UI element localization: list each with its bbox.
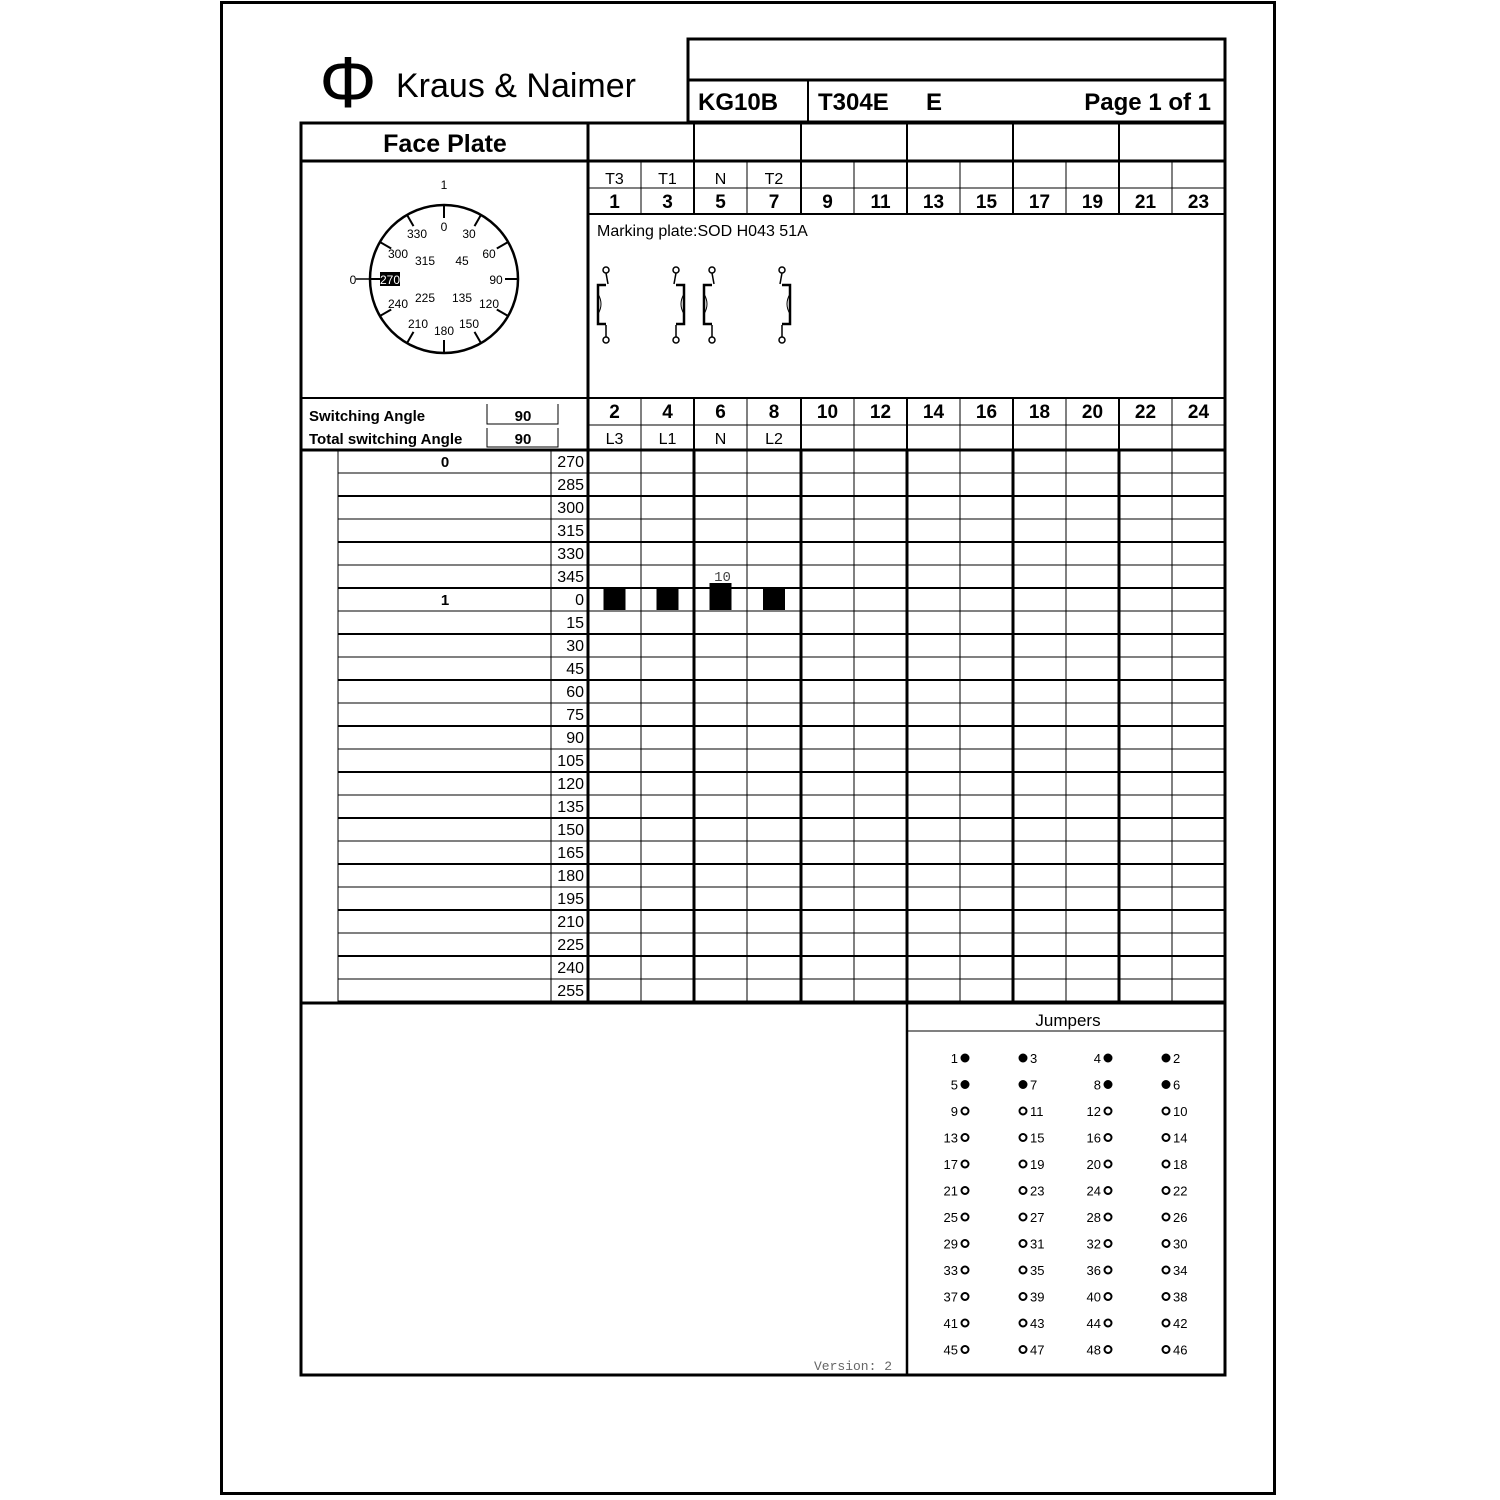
dial-label: 60 [482, 247, 496, 261]
position-angle: 195 [557, 891, 584, 908]
jumper-number: 35 [1030, 1263, 1045, 1278]
jumper-dot [962, 1293, 969, 1300]
position-angle: 120 [557, 776, 584, 793]
jumper-number: 46 [1173, 1342, 1188, 1358]
brand-symbol: Φ [319, 43, 377, 123]
jumper-terminal [1087, 1131, 1112, 1146]
position-angle: 270 [557, 454, 584, 471]
main-table [301, 123, 1225, 1003]
jumper-terminal [1020, 1157, 1045, 1172]
terminal-bottom-number: 4 [662, 402, 673, 423]
dial-label: 240 [387, 297, 409, 311]
terminal-bottom-label: L2 [765, 431, 783, 448]
terminal-top-label: T3 [605, 171, 624, 188]
jumper-number: 14 [1173, 1130, 1188, 1146]
jumper-number: 10 [1173, 1104, 1188, 1119]
jumper-number: 36 [1086, 1263, 1101, 1278]
dial-label: 45 [455, 254, 469, 268]
jumper-terminal [1163, 1210, 1188, 1225]
dial-tick [407, 332, 414, 343]
jumper-terminal [1163, 1343, 1188, 1358]
position-angle: 90 [566, 730, 584, 747]
jumper-terminal [1020, 1290, 1045, 1305]
closed-contact-mark [710, 583, 732, 610]
jumper-dot [1020, 1187, 1027, 1194]
jumper-dot [1163, 1240, 1170, 1247]
jumper-terminal [1020, 1078, 1038, 1093]
marking-plate-label: Marking plate:SOD H043 51A [597, 223, 808, 240]
terminal-top-number: 11 [870, 192, 891, 213]
dial-label: 210 [407, 317, 429, 331]
terminal-top-number: 1 [609, 192, 620, 213]
jumper-number: 12 [1086, 1104, 1101, 1119]
jumper-dot [1105, 1108, 1112, 1115]
jumper-terminal [1020, 1104, 1044, 1119]
terminal-bottom-number: 20 [1081, 402, 1104, 423]
jumper-terminal [1163, 1237, 1188, 1252]
position-angle: 30 [566, 638, 584, 655]
jumper-dot [1163, 1161, 1170, 1168]
jumper-terminal [1087, 1210, 1112, 1225]
jumper-terminal [1020, 1051, 1038, 1066]
position-angle: 165 [557, 845, 584, 862]
jumper-dot [1020, 1320, 1027, 1327]
switching-angle-label: Switching Angle [309, 408, 426, 425]
terminal-bottom-number: 6 [715, 402, 726, 423]
jumper-number: 23 [1030, 1183, 1045, 1199]
jumper-number: 7 [1030, 1077, 1038, 1093]
jumper-number: 26 [1173, 1210, 1188, 1225]
jumper-terminal [951, 1078, 969, 1093]
jumper-terminal [1087, 1263, 1112, 1278]
dial-label: 180 [433, 324, 455, 338]
terminal-top-number: 5 [715, 192, 726, 213]
position-angle: 150 [557, 822, 584, 839]
jumper-terminal [1087, 1184, 1112, 1199]
jumper-dot [962, 1240, 969, 1247]
closed-contact-mark [763, 589, 785, 610]
jumper-number: 4 [1093, 1051, 1101, 1066]
jumper-number: 48 [1086, 1342, 1101, 1358]
position-angle: 285 [557, 477, 584, 494]
jumper-number: 11 [1030, 1104, 1044, 1119]
position-name: 0 [440, 454, 450, 471]
jumper-terminal [1163, 1184, 1188, 1199]
jumper-terminal [1020, 1237, 1045, 1252]
dial-label: 300 [387, 247, 409, 261]
jumper-dot [1163, 1055, 1170, 1062]
position-angle: 180 [557, 868, 584, 885]
terminal-bottom-label: L3 [605, 431, 624, 448]
position-angle: 225 [557, 937, 584, 954]
position-angle: 345 [557, 569, 584, 586]
jumper-number: 39 [1030, 1289, 1045, 1305]
dial-label: 225 [414, 291, 436, 305]
jumper-number: 27 [1030, 1210, 1045, 1225]
terminal-bottom-number: 18 [1028, 402, 1051, 423]
terminal-top-label: T2 [764, 171, 784, 188]
jumper-dot [962, 1081, 969, 1088]
dial-tick [407, 215, 414, 226]
jumper-terminal [1094, 1078, 1112, 1093]
jumper-dot [1163, 1214, 1170, 1221]
page-indicator: Page 1 of 1 [1084, 89, 1211, 116]
jumper-terminal [1163, 1104, 1188, 1119]
position-angle: 255 [557, 983, 584, 1000]
jumper-terminal [1163, 1131, 1188, 1146]
jumper-number: 42 [1173, 1316, 1188, 1331]
jumper-dot [1105, 1267, 1112, 1274]
jumper-dot [1020, 1346, 1027, 1353]
jumper-dot [1105, 1187, 1112, 1194]
jumper-terminal [944, 1237, 969, 1252]
jumper-number: 47 [1030, 1342, 1045, 1358]
position-angle: 210 [557, 914, 584, 931]
jumper-terminal [944, 1316, 969, 1331]
terminal-top-label: T1 [658, 171, 677, 188]
position-name: 1 [440, 592, 450, 609]
jumper-terminal [951, 1104, 969, 1119]
jumper-dot [962, 1055, 969, 1062]
jumper-number: 20 [1086, 1157, 1101, 1172]
face-plate-title: Face Plate [383, 130, 507, 158]
jumper-number: 41 [943, 1316, 958, 1331]
jumper-terminal [1020, 1343, 1045, 1358]
jumper-number: 43 [1030, 1316, 1045, 1331]
position-angle: 135 [557, 799, 584, 816]
contact-symbols [598, 267, 790, 343]
total-switching-angle-value: 90 [514, 431, 532, 448]
contact-symbol [704, 267, 715, 343]
jumper-dot [962, 1134, 969, 1141]
jumper-dot [1105, 1081, 1112, 1088]
jumper-dot [962, 1214, 969, 1221]
jumper-terminal [1020, 1184, 1045, 1199]
jumper-terminal [1087, 1237, 1112, 1252]
jumper-terminal [1163, 1078, 1181, 1093]
switching-angle-value: 90 [514, 408, 532, 425]
terminal-bottom-label: L1 [658, 431, 677, 448]
position-angle: 45 [566, 661, 584, 678]
contact-annotation: 10 [714, 570, 731, 586]
jumper-dot [962, 1108, 969, 1115]
jumper-number: 22 [1173, 1183, 1188, 1199]
terminal-bottom-number: 14 [922, 402, 945, 423]
position-angle: 60 [566, 684, 584, 701]
jumper-terminal [1163, 1263, 1188, 1278]
jumper-dot [962, 1320, 969, 1327]
dial-tick [497, 242, 508, 249]
model-code: KG10B [698, 89, 779, 116]
jumper-dot [1163, 1134, 1170, 1141]
jumper-number: 1 [950, 1051, 958, 1066]
total-switching-angle-label: Total switching Angle [309, 431, 463, 448]
jumper-dot [1020, 1081, 1027, 1088]
jumper-number: 25 [943, 1210, 958, 1225]
type-code: T304E [818, 89, 889, 116]
jumper-number: 15 [1030, 1130, 1045, 1146]
jumper-number: 8 [1093, 1077, 1101, 1093]
jumper-number: 18 [1173, 1157, 1188, 1172]
jumper-number: 2 [1173, 1051, 1181, 1066]
jumper-number: 34 [1173, 1263, 1188, 1278]
jumper-terminal [944, 1343, 969, 1358]
jumper-number: 17 [943, 1157, 958, 1172]
jumper-terminal [944, 1290, 969, 1305]
terminal-top-number: 13 [922, 192, 945, 213]
terminal-top-label: N [714, 171, 727, 188]
dial-label: 30 [462, 227, 476, 241]
closed-contact-mark [604, 589, 626, 610]
jumper-terminal [1020, 1316, 1045, 1331]
dial-label: 330 [406, 227, 428, 241]
jumper-number: 9 [950, 1104, 958, 1119]
position-angle: 15 [566, 615, 584, 632]
jumper-terminal [1163, 1157, 1188, 1172]
jumper-terminal [1020, 1263, 1045, 1278]
terminal-top-number: 3 [662, 192, 673, 213]
position-angle: 105 [557, 753, 584, 770]
jumpers-title: Jumpers [1035, 1011, 1101, 1030]
jumper-dot [1105, 1346, 1112, 1353]
terminal-top-number: 23 [1187, 192, 1210, 213]
terminal-bottom-number: 2 [609, 402, 620, 423]
jumper-terminal [1163, 1290, 1188, 1305]
terminal-bottom-number: 16 [975, 402, 998, 423]
jumper-number: 33 [943, 1263, 958, 1278]
dial-label: 1 [440, 178, 448, 192]
jumper-dot [962, 1346, 969, 1353]
dial-label: 135 [451, 291, 473, 305]
jumper-number: 6 [1173, 1077, 1181, 1093]
jumper-dot [962, 1267, 969, 1274]
terminal-bottom-number: 8 [768, 402, 780, 423]
jumper-dot [1163, 1346, 1170, 1353]
position-angle: 300 [557, 500, 584, 517]
jumper-dot [1020, 1214, 1027, 1221]
jumper-number: 44 [1086, 1316, 1101, 1331]
dial-tick [475, 215, 482, 226]
jumper-dot [1163, 1320, 1170, 1327]
jumper-number: 13 [943, 1130, 958, 1146]
jumper-dot [1105, 1320, 1112, 1327]
jumper-dot [1020, 1267, 1027, 1274]
jumper-terminal [1087, 1157, 1112, 1172]
jumper-terminal [944, 1184, 969, 1199]
position-angle: 0 [575, 592, 584, 609]
jumper-dot [1020, 1134, 1027, 1141]
position-angle: 330 [557, 546, 584, 563]
jumper-terminal [1087, 1290, 1112, 1305]
contact-symbol [598, 267, 609, 343]
dial-label: 90 [489, 273, 503, 287]
jumper-number: 16 [1086, 1130, 1101, 1146]
jumper-dot [1105, 1293, 1112, 1300]
jumper-number: 29 [943, 1236, 958, 1252]
jumper-dot [1105, 1161, 1112, 1168]
version-label: Version: 2 [813, 1359, 892, 1374]
closed-contact-mark [657, 589, 679, 610]
jumper-dot [1163, 1187, 1170, 1194]
jumper-dot [1105, 1134, 1112, 1141]
jumper-number: 38 [1173, 1289, 1188, 1305]
jumper-dot [1105, 1240, 1112, 1247]
jumper-terminal [944, 1210, 969, 1225]
jumper-dot [1020, 1293, 1027, 1300]
jumper-terminal [951, 1051, 969, 1066]
terminal-bottom-label: N [714, 431, 727, 448]
dial-label: 270 [379, 273, 401, 287]
contact-symbol [779, 267, 790, 343]
terminal-top-number: 17 [1028, 192, 1051, 213]
jumper-terminal [1020, 1210, 1045, 1225]
contact-symbol [673, 267, 684, 343]
jumper-terminal [1020, 1131, 1045, 1146]
terminal-bottom-number: 22 [1134, 402, 1157, 423]
jumper-number: 30 [1173, 1236, 1188, 1252]
terminal-top-number: 9 [822, 192, 833, 213]
jumper-dot [962, 1187, 969, 1194]
jumper-number: 37 [943, 1289, 958, 1305]
dial-tick [475, 332, 482, 343]
jumper-dot [1105, 1055, 1112, 1062]
jumper-dot [1105, 1214, 1112, 1221]
jumper-dot [1020, 1108, 1027, 1115]
jumper-number: 19 [1030, 1157, 1045, 1172]
jumper-dot [1163, 1293, 1170, 1300]
jumper-terminal [1087, 1316, 1112, 1331]
jumper-number: 32 [1086, 1236, 1101, 1252]
terminal-bottom-number: 24 [1187, 402, 1210, 423]
terminal-top-number: 19 [1081, 192, 1104, 213]
jumper-terminal [1094, 1051, 1112, 1066]
jumper-dot [962, 1161, 969, 1168]
jumper-number: 5 [950, 1077, 958, 1093]
jumper-terminal [944, 1263, 969, 1278]
jumper-number: 3 [1030, 1051, 1038, 1066]
jumper-number: 24 [1086, 1183, 1101, 1199]
jumper-number: 31 [1030, 1236, 1045, 1252]
terminal-bottom-number: 12 [869, 402, 892, 423]
jumper-number: 45 [943, 1342, 958, 1358]
dial-label: 120 [478, 297, 500, 311]
position-angle: 240 [557, 960, 584, 977]
jumper-terminal [944, 1131, 969, 1146]
variant-code: E [926, 89, 943, 116]
brand-name: Kraus & Naimer [396, 67, 636, 105]
jumper-terminal [944, 1157, 969, 1172]
terminal-bottom-number: 10 [816, 402, 839, 423]
dial-label: 315 [414, 254, 436, 268]
terminal-top-number: 21 [1134, 192, 1157, 213]
position-angle: 75 [566, 707, 584, 724]
jumper-terminal [1087, 1104, 1112, 1119]
jumper-dot [1163, 1108, 1170, 1115]
jumper-number: 21 [943, 1183, 958, 1199]
jumper-dot [1020, 1240, 1027, 1247]
terminal-top-number: 7 [768, 192, 780, 213]
terminal-top-number: 15 [975, 192, 998, 213]
jumper-dot [1020, 1161, 1027, 1168]
jumper-number: 28 [1086, 1210, 1101, 1225]
jumper-dot [1020, 1055, 1027, 1062]
jumper-terminal [1163, 1051, 1181, 1066]
dial-label: 150 [458, 317, 480, 331]
jumper-terminal [1163, 1316, 1188, 1331]
jumper-number: 40 [1086, 1289, 1101, 1305]
dial-label: 0 [349, 273, 357, 287]
dial-diagram [350, 178, 518, 353]
position-angle: 315 [557, 523, 584, 540]
jumper-terminal [1087, 1343, 1112, 1358]
dial-label: 0 [440, 220, 448, 234]
jumper-dot [1163, 1267, 1170, 1274]
jumper-dot [1163, 1081, 1170, 1088]
